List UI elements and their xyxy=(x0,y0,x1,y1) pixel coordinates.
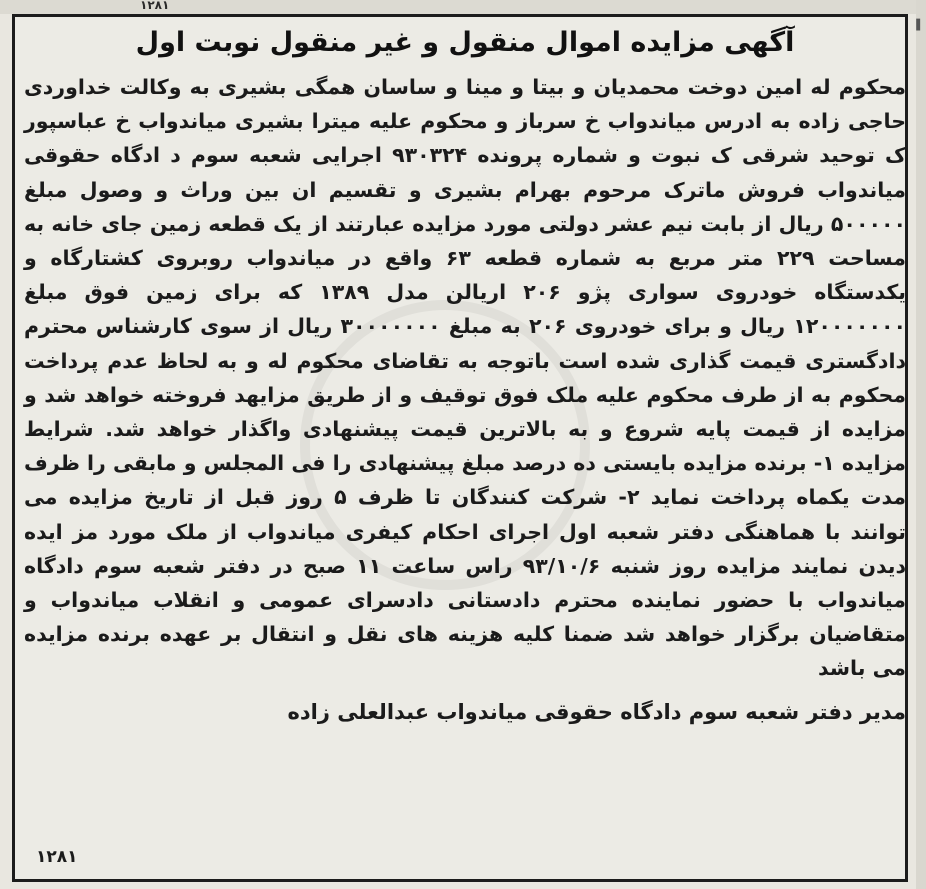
top-page-number: ۱۲۸۱ xyxy=(140,0,170,12)
notice-content xyxy=(24,22,906,732)
notice-signature: مدیر دفتر شعبه سوم دادگاه حقوقی میاندواب عبدالعلی زاده xyxy=(287,699,906,724)
notice-body: محکوم له امین دوخت محمدیان و بیتا و مینا و ساسان همگی بشیری به وکالت خداوردی حاجی زاده به ادرس میاندواب خ سرباز و محکوم علیه میترا بشیری میاندواب خ عباسپور ک توحید شرقی ک نبوت و شماره پرونده ۹۳۰۳۲۴ اجرایی شعبه سوم د ادگاه حقوقی میاندواب فروش ماترک مرحوم بهرام بشیری و تقسیم ان بین وراث و وصول مبلغ ۵۰۰۰۰۰ ریال از بابت نیم عشر دولتی مورد مزایده عبارتند از یک قطعه زمین جای خانه به مساحت ۲۲۹ متر مربع به شماره قطعه ۶۳ واقع در میاندواب روبروی کشتارگاه و یکدستگاه خودروی سواری پژو ۲۰۶ اریالن مدل ۱۳۸۹ که برای زمین فوق مبلغ ۱۲۰۰۰۰۰۰۰ ریال و برای خودروی ۲۰۶ به مبلغ ۳۰۰۰۰۰۰۰ ریال از سوی کارشناس محترم دادگستری قیمت گذاری شده است باتوجه به تقاضای محکوم له و به لحاظ عدم پرداخت محکوم به از طرف محکوم علیه ملک فوق توقیف و از طریق مزایهد فروخته خواهد شد و مزایده از قیمت پایه شروع و به بالاترین قیمت پیشنهادی واگذار خواهد شد. شرایط مزایده ۱- برنده مزایده بایستی ده درصد مبلغ پیشنهادی را فی المجلس و مابقی را ظرف مدت یکماه پرداخت نماید ۲- شرکت کنندگان تا ظرف ۵ روز قبل از تاریخ مزایده می توانند با هماهنگی دفتر شعبه اول اجرای احکام کیفری میاندواب از ملک مورد مز ایده دیدن نمایند مزایده روز شنبه ۹۳/۱۰/۶ راس ساعت ۱۱ صبح در دفتر شعبه سوم دادگاه میاندواب با حضور نماینده محترم دادستانی دادسرای عمومی و انقلاب میاندواب و متقاضیان برگزار خواهد شد ضمنا کلیه هزینه های نقل و انتقال بر عهده برنده مزایده می باشد xyxy=(24,75,906,681)
right-page-edge xyxy=(916,0,926,889)
notice-title: آگهی مزایده اموال منقول و غیر منقول نوبت اول xyxy=(135,27,795,58)
bottom-page-number: ۱۲۸۱ xyxy=(36,847,78,867)
corner-mark-icon: ▌ xyxy=(916,20,924,31)
top-strip xyxy=(0,0,926,14)
